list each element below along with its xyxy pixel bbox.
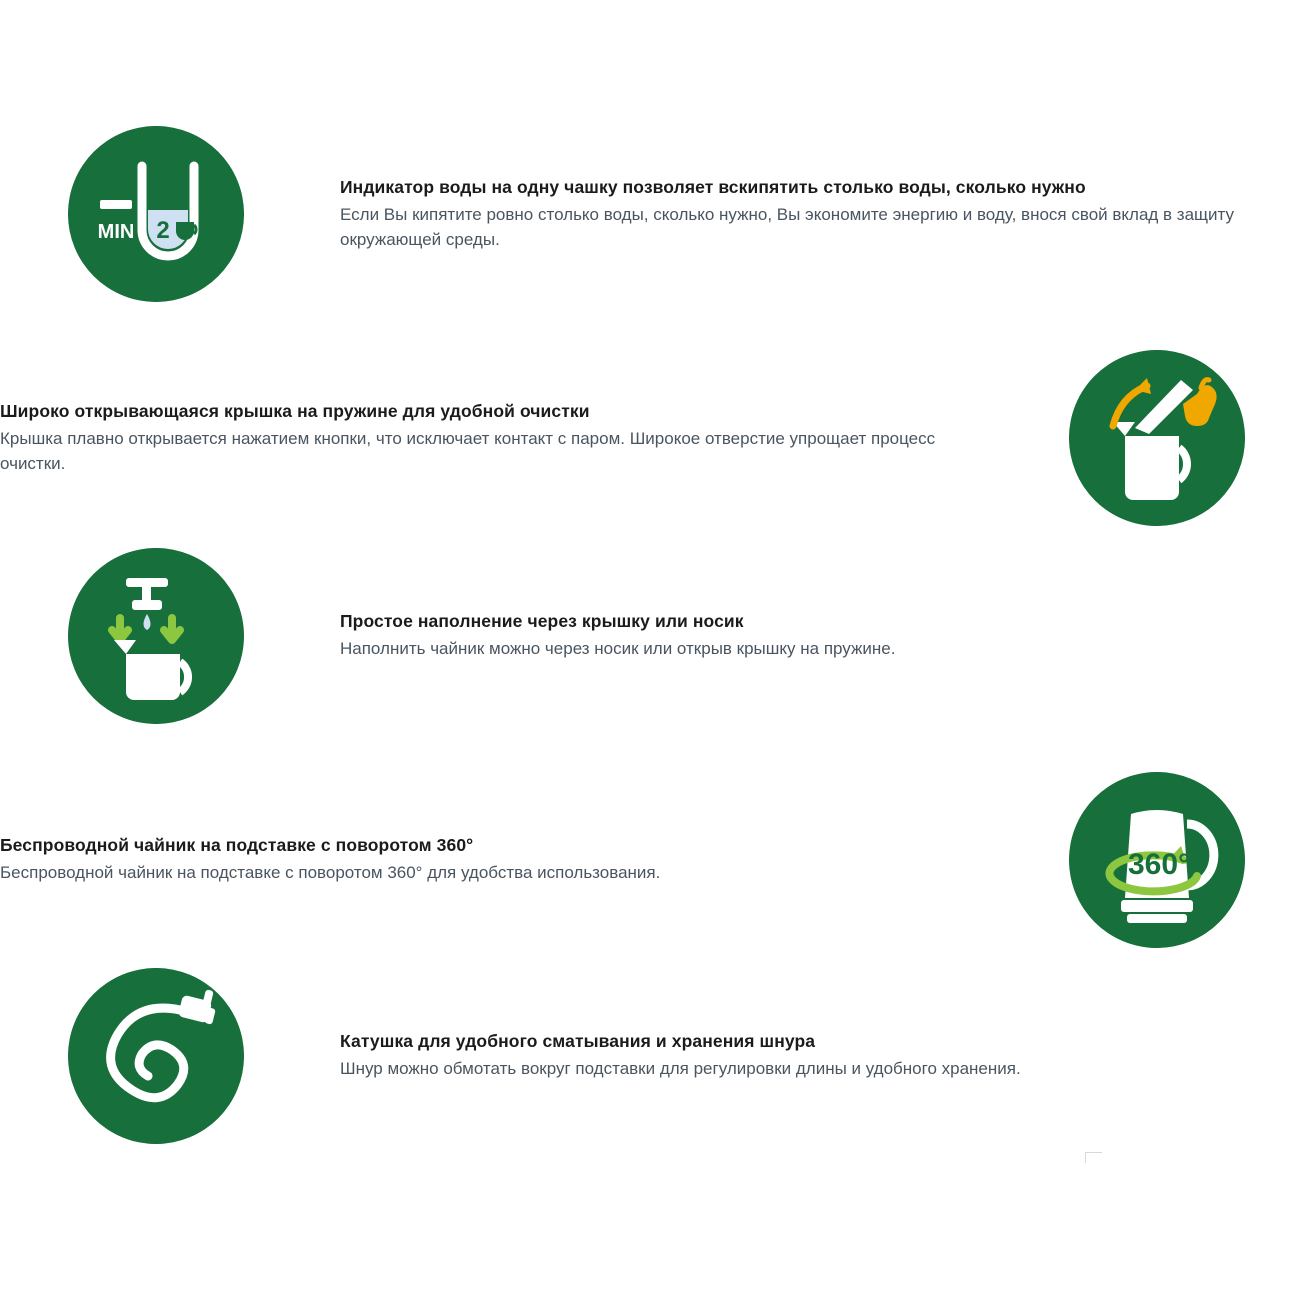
feature-text (340, 1030, 1300, 1082)
feature-row (0, 772, 1245, 948)
feature-text (340, 176, 1300, 253)
feature-title: Беспроводной чайник на подставке с поворотом 360° (0, 834, 474, 855)
cord-storage-coil-icon (68, 968, 244, 1144)
icon-label-cups: 2 (156, 217, 170, 244)
kettle-360-rotation-icon (1069, 772, 1245, 948)
feature-text (0, 400, 977, 477)
feature-row (68, 548, 1300, 724)
feature-row (68, 968, 1300, 1144)
feature-text (0, 834, 977, 886)
feature-description: Шнур можно обмотать вокруг подставки для регулировки длины и удобного хранения. (340, 1059, 1021, 1079)
icon-label-degrees: 360° (1127, 848, 1191, 881)
faucet-filling-kettle-icon (68, 548, 244, 724)
feature-description: Беспроводной чайник на подставке с поворотом 360° для удобства использования. (0, 863, 661, 883)
icon-label-min: MIN (97, 221, 135, 243)
spring-loaded-lid-open-icon (1069, 350, 1245, 526)
feature-description: Крышка плавно открывается нажатием кнопки, что исключает контакт с паром. Широкое отверстие упрощает процесс очистки. (0, 429, 936, 473)
feature-description: Наполнить чайник можно через носик или открыв крышку на пружине. (340, 639, 896, 659)
min-water-level-one-cup-icon (68, 126, 244, 302)
feature-title: Простое наполнение через крышку или носик (340, 610, 744, 631)
feature-description: Если Вы кипятите ровно столько воды, сколько нужно, Вы экономите энергию и воду, внося свой вклад в защиту окружающей среды. (340, 205, 1235, 249)
feature-title: Широко открывающаяся крышка на пружине для удобной очистки (0, 400, 590, 421)
feature-title: Катушка для удобного сматывания и хранения шнура (340, 1030, 816, 1051)
feature-text (340, 610, 1300, 662)
feature-row (0, 350, 1245, 526)
page-corner-mark (1085, 1152, 1102, 1163)
feature-row (68, 126, 1300, 302)
feature-title: Индикатор воды на одну чашку позволяет вскипятить столько воды, сколько нужно (340, 176, 1086, 197)
